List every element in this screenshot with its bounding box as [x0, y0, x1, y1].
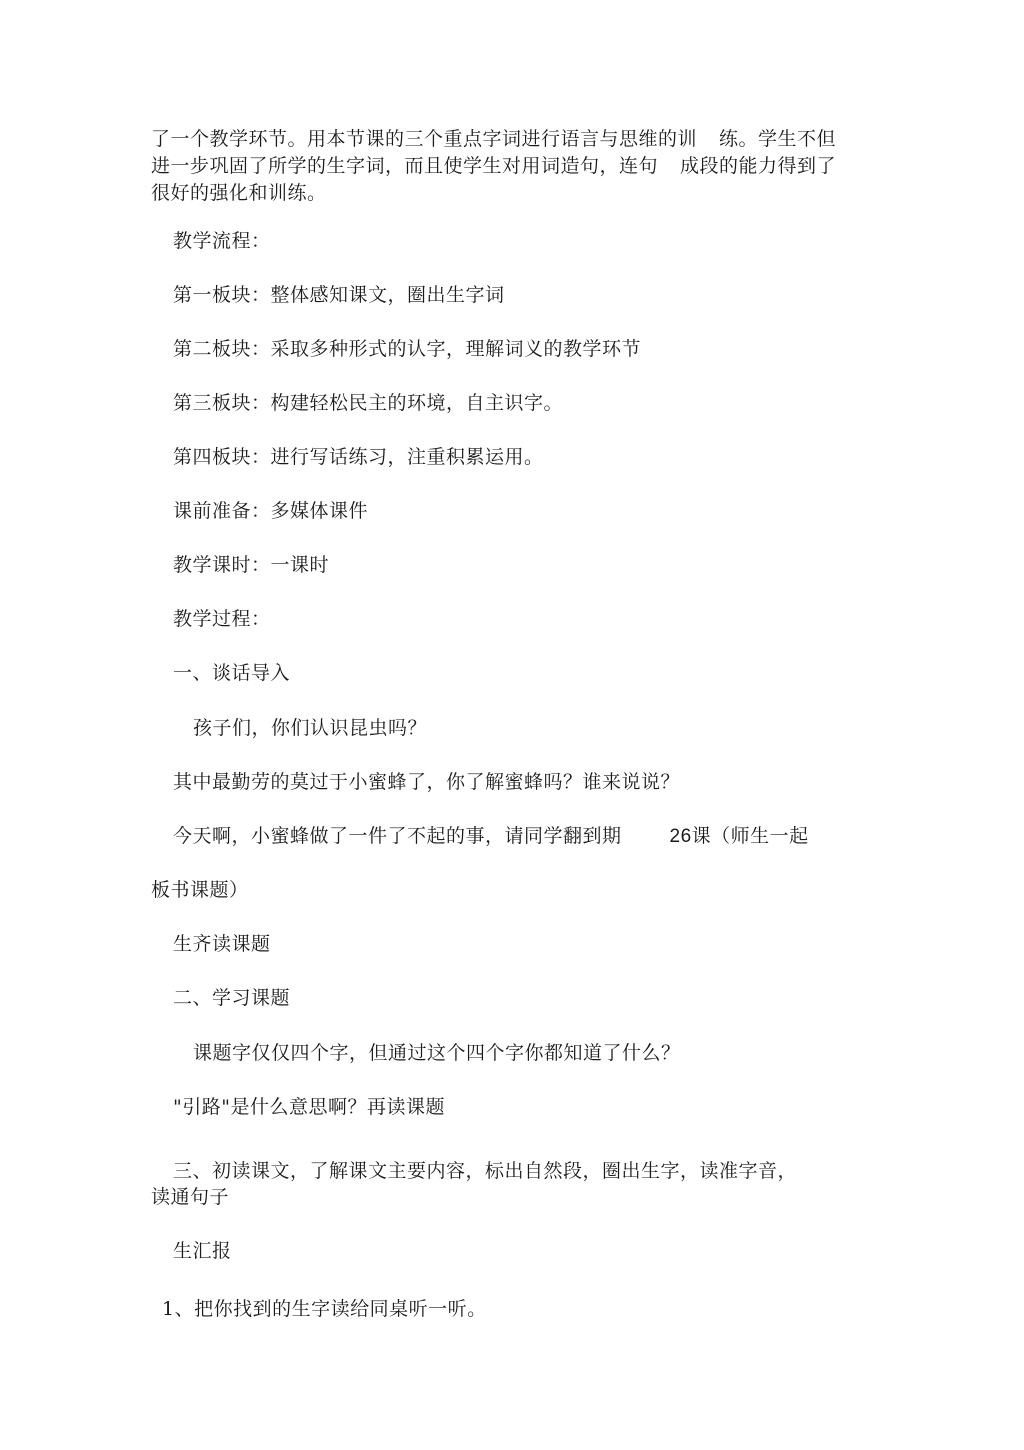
section-1-question-3-part-b: 课（师生一起 [691, 825, 809, 847]
section-3-title-continued: 读通句子 [151, 1186, 230, 1208]
section-2-title: 二、学习课题 [173, 987, 291, 1009]
intro-line-2-part-a: 进一步巩固了所学的生字词，而且使学生对用词造句，连句 [151, 155, 659, 177]
section-2-question-1: 课题字仅仅四个字，但通过这个四个字你都知道了什么？ [193, 1042, 681, 1064]
intro-line-2 [151, 153, 836, 179]
intro-line-1 [151, 126, 836, 152]
block-1: 第一板块：整体感知课文，圈出生字词 [173, 284, 505, 306]
section-1-question-2: 其中最勤劳的莫过于小蜜蜂了，你了解蜜蜂吗？谁来说说？ [173, 771, 681, 793]
process-title: 教学过程： [173, 608, 271, 630]
section-3-item-1: 1、把你找到的生字读给同桌听一听。 [162, 1298, 487, 1320]
intro-line-3: 很好的强化和训练。 [151, 182, 327, 204]
preparation: 课前准备：多媒体课件 [173, 500, 369, 522]
section-3-report: 生汇报 [173, 1240, 232, 1262]
intro-line-1-part-b: 练。学生不但 [719, 128, 837, 150]
intro-line-2-part-b: 成段的能力得到了 [680, 155, 837, 177]
intro-line-1-part-a: 了一个教学环节。用本节课的三个重点字词进行语言与思维的训 [151, 128, 698, 150]
section-3-title: 三、初读课文，了解课文主要内容，标出自然段，圈出生字，读准字音， [173, 1160, 798, 1182]
section-2-question-2: "引路"是什么意思啊？再读课题 [173, 1096, 445, 1118]
section-1-read-title: 生齐读课题 [173, 933, 271, 955]
section-1-question-3 [173, 823, 809, 850]
lesson-number: 26 [669, 826, 692, 847]
block-4: 第四板块：进行写话练习，注重积累运用。 [173, 446, 544, 468]
flow-title: 教学流程： [173, 230, 271, 252]
section-1-question-1: 孩子们，你们认识昆虫吗？ [193, 717, 428, 739]
section-1-question-3-continued: 板书课题） [151, 879, 249, 901]
section-1-question-3-part-a: 今天啊，小蜜蜂做了一件了不起的事，请同学翻到期 [173, 825, 622, 847]
block-2: 第二板块：采取多种形式的认字，理解词义的教学环节 [173, 338, 642, 360]
block-3: 第三板块：构建轻松民主的环境，自主识字。 [173, 392, 564, 414]
section-1-title: 一、谈话导入 [173, 662, 291, 684]
class-hours: 教学课时：一课时 [173, 554, 330, 576]
